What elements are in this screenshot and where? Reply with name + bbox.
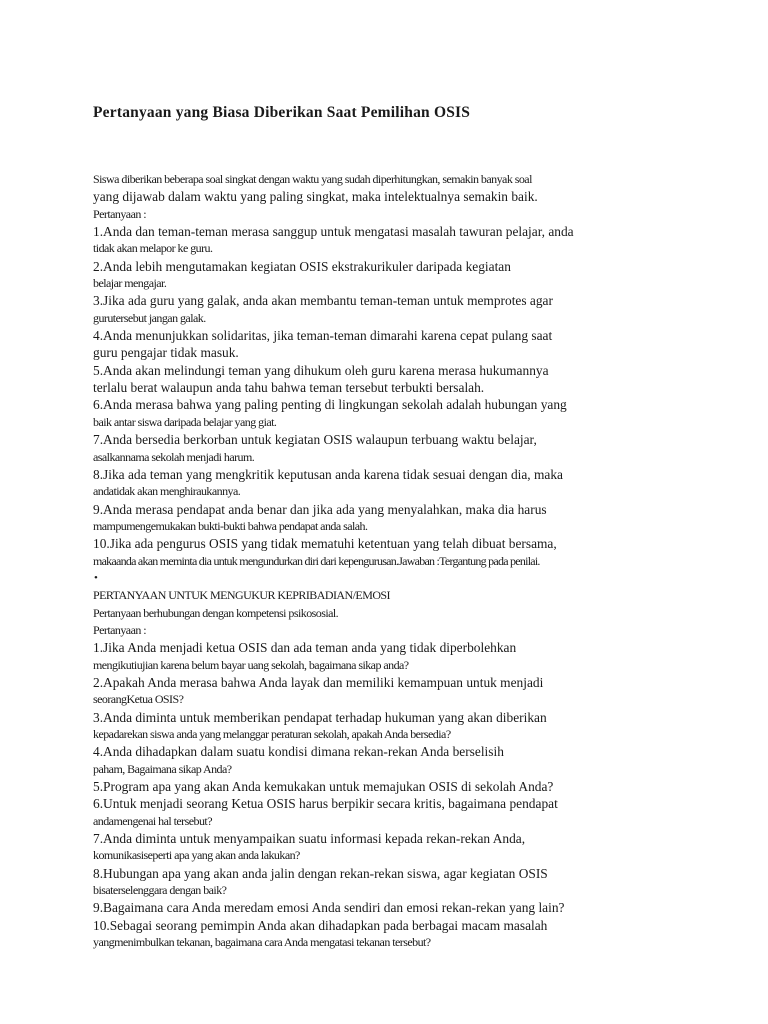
s1-q5-line-1: 5.Anda akan melindungi teman yang dihukum oleh guru karena merasa hukumannya: [93, 362, 549, 378]
section2-subheading: Pertanyaan berhubungan dengan kompetensi psikososial.: [93, 605, 339, 620]
s2-q7-line-1: 7.Anda diminta untuk menyampaikan suatu informasi kepada rekan-rekan Anda,: [93, 831, 526, 847]
s2-q6-line-1: 6.Untuk menjadi seorang Ketua OSIS harus berpikir secara kritis, bagaimana pendapat: [93, 796, 558, 812]
s1-q4-line-2: guru pengajar tidak masuk.: [93, 345, 239, 361]
document-body: [93, 171, 693, 951]
s2-q6-line-2: andamengenai hal tersebut?: [93, 813, 212, 828]
s2-q5-line-1: 5.Program apa yang akan Anda kemukakan untuk memajukan OSIS di sekolah Anda?: [93, 779, 554, 795]
s2-q4-line-2: paham, Bagaimana sikap Anda?: [93, 761, 232, 776]
document-title: Pertanyaan yang Biasa Diberikan Saat Pemilihan OSIS: [93, 104, 471, 121]
s1-q6-line-2: baik antar siswa daripada belajar yang giat.: [93, 414, 277, 429]
s1-q7-line-1: 7.Anda bersedia berkorban untuk kegiatan OSIS walaupun terbuang waktu belajar,: [93, 432, 537, 448]
intro-line-2: yang dijawab dalam waktu yang paling singkat, maka intelektualnya semakin baik.: [93, 189, 538, 205]
s2-q10-line-2: yangmenimbulkan tekanan, bagaimana cara Anda mengatasi tekanan tersebut?: [93, 935, 431, 950]
s1-q7-line-2: asalkannama sekolah menjadi harum.: [93, 449, 255, 464]
s2-q9-line-1: 9.Bagaimana cara Anda meredam emosi Anda sendiri dan emosi rekan-rekan yang lain?: [93, 900, 565, 916]
section2-heading: PERTANYAAN UNTUK MENGUKUR KEPRIBADIAN/EMOSI: [93, 588, 391, 603]
s2-q10-line-1: 10.Sebagai seorang pemimpin Anda akan dihadapkan pada berbagai macam masalah: [93, 917, 548, 933]
s2-q1-line-1: 1.Jika Anda menjadi ketua OSIS dan ada teman anda yang tidak diperbolehkan: [93, 640, 517, 656]
s1-q3-line-1: 3.Jika ada guru yang galak, anda akan membantu teman-teman untuk memprotes agar: [93, 293, 553, 309]
s1-q10-line-2: makaanda akan meminta dia untuk mengundurkan diri dari kepengurusan.Jawaban :Tergantung pada penilai.: [93, 553, 540, 568]
bullet-marker: •: [94, 571, 98, 584]
s2-q3-line-2: kepadarekan siswa anda yang melanggar peraturan sekolah, apakah Anda bersedia?: [93, 727, 451, 741]
intro-line-1: Siswa diberikan beberapa soal singkat dengan waktu yang sudah diperhitungkan, semakin banyak soal: [93, 172, 532, 186]
s1-q10-line-1: 10.Jika ada pengurus OSIS yang tidak mematuhi ketentuan yang telah dibuat bersama,: [93, 536, 557, 552]
s1-q4-line-1: 4.Anda menunjukkan solidaritas, jika teman-teman dimarahi karena cepat pulang saat: [93, 328, 553, 344]
s2-q8-line-2: bisaterselenggara dengan baik?: [93, 883, 227, 898]
s1-q1-line-2: tidak akan melapor ke guru.: [93, 241, 213, 256]
s1-q2-line-2: belajar mengajar.: [93, 276, 167, 291]
s2-q2-line-2: seorangKetua OSIS?: [93, 692, 184, 707]
s1-q9-line-1: 9.Anda merasa pendapat anda benar dan jika ada yang menyalahkan, maka dia harus: [93, 501, 547, 517]
s2-q7-line-2: komunikasiseperti apa yang akan anda lakukan?: [93, 848, 300, 863]
s1-q8-line-2: andatidak akan menghiraukannya.: [93, 484, 241, 499]
s2-q4-line-1: 4.Anda dihadapkan dalam suatu kondisi dimana rekan-rekan Anda berselisih: [93, 744, 504, 760]
section2-questions-label: Pertanyaan :: [93, 622, 147, 637]
s2-q1-line-2: mengikutiujian karena belum bayar uang sekolah, bagaimana sikap anda?: [93, 657, 409, 672]
s2-q2-line-1: 2.Apakah Anda merasa bahwa Anda layak dan memiliki kemampuan untuk menjadi: [93, 674, 544, 690]
s1-q5-line-2: terlalu berat walaupun anda tahu bahwa teman tersebut terbukti bersalah.: [93, 380, 485, 396]
s1-q1-line-1: 1.Anda dan teman-teman merasa sanggup untuk mengatasi masalah tawuran pelajar, anda: [93, 224, 574, 240]
s2-q3-line-1: 3.Anda diminta untuk memberikan pendapat terhadap hukuman yang akan diberikan: [93, 709, 547, 725]
s2-q8-line-1: 8.Hubungan apa yang akan anda jalin dengan rekan-rekan siswa, agar kegiatan OSIS: [93, 865, 548, 881]
s1-q6-line-1: 6.Anda merasa bahwa yang paling penting di lingkungan sekolah adalah hubungan yang: [93, 397, 567, 413]
questions-label: Pertanyaan :: [93, 206, 147, 221]
s1-q3-line-2: gurutersebut jangan galak.: [93, 310, 206, 325]
s1-q9-line-2: mampumengemukakan bukti-bukti bahwa pendapat anda salah.: [93, 518, 368, 533]
s1-q8-line-1: 8.Jika ada teman yang mengkritik keputusan anda karena tidak sesuai dengan dia, maka: [93, 466, 563, 482]
s1-q2-line-1: 2.Anda lebih mengutamakan kegiatan OSIS ekstrakurikuler daripada kegiatan: [93, 258, 511, 274]
